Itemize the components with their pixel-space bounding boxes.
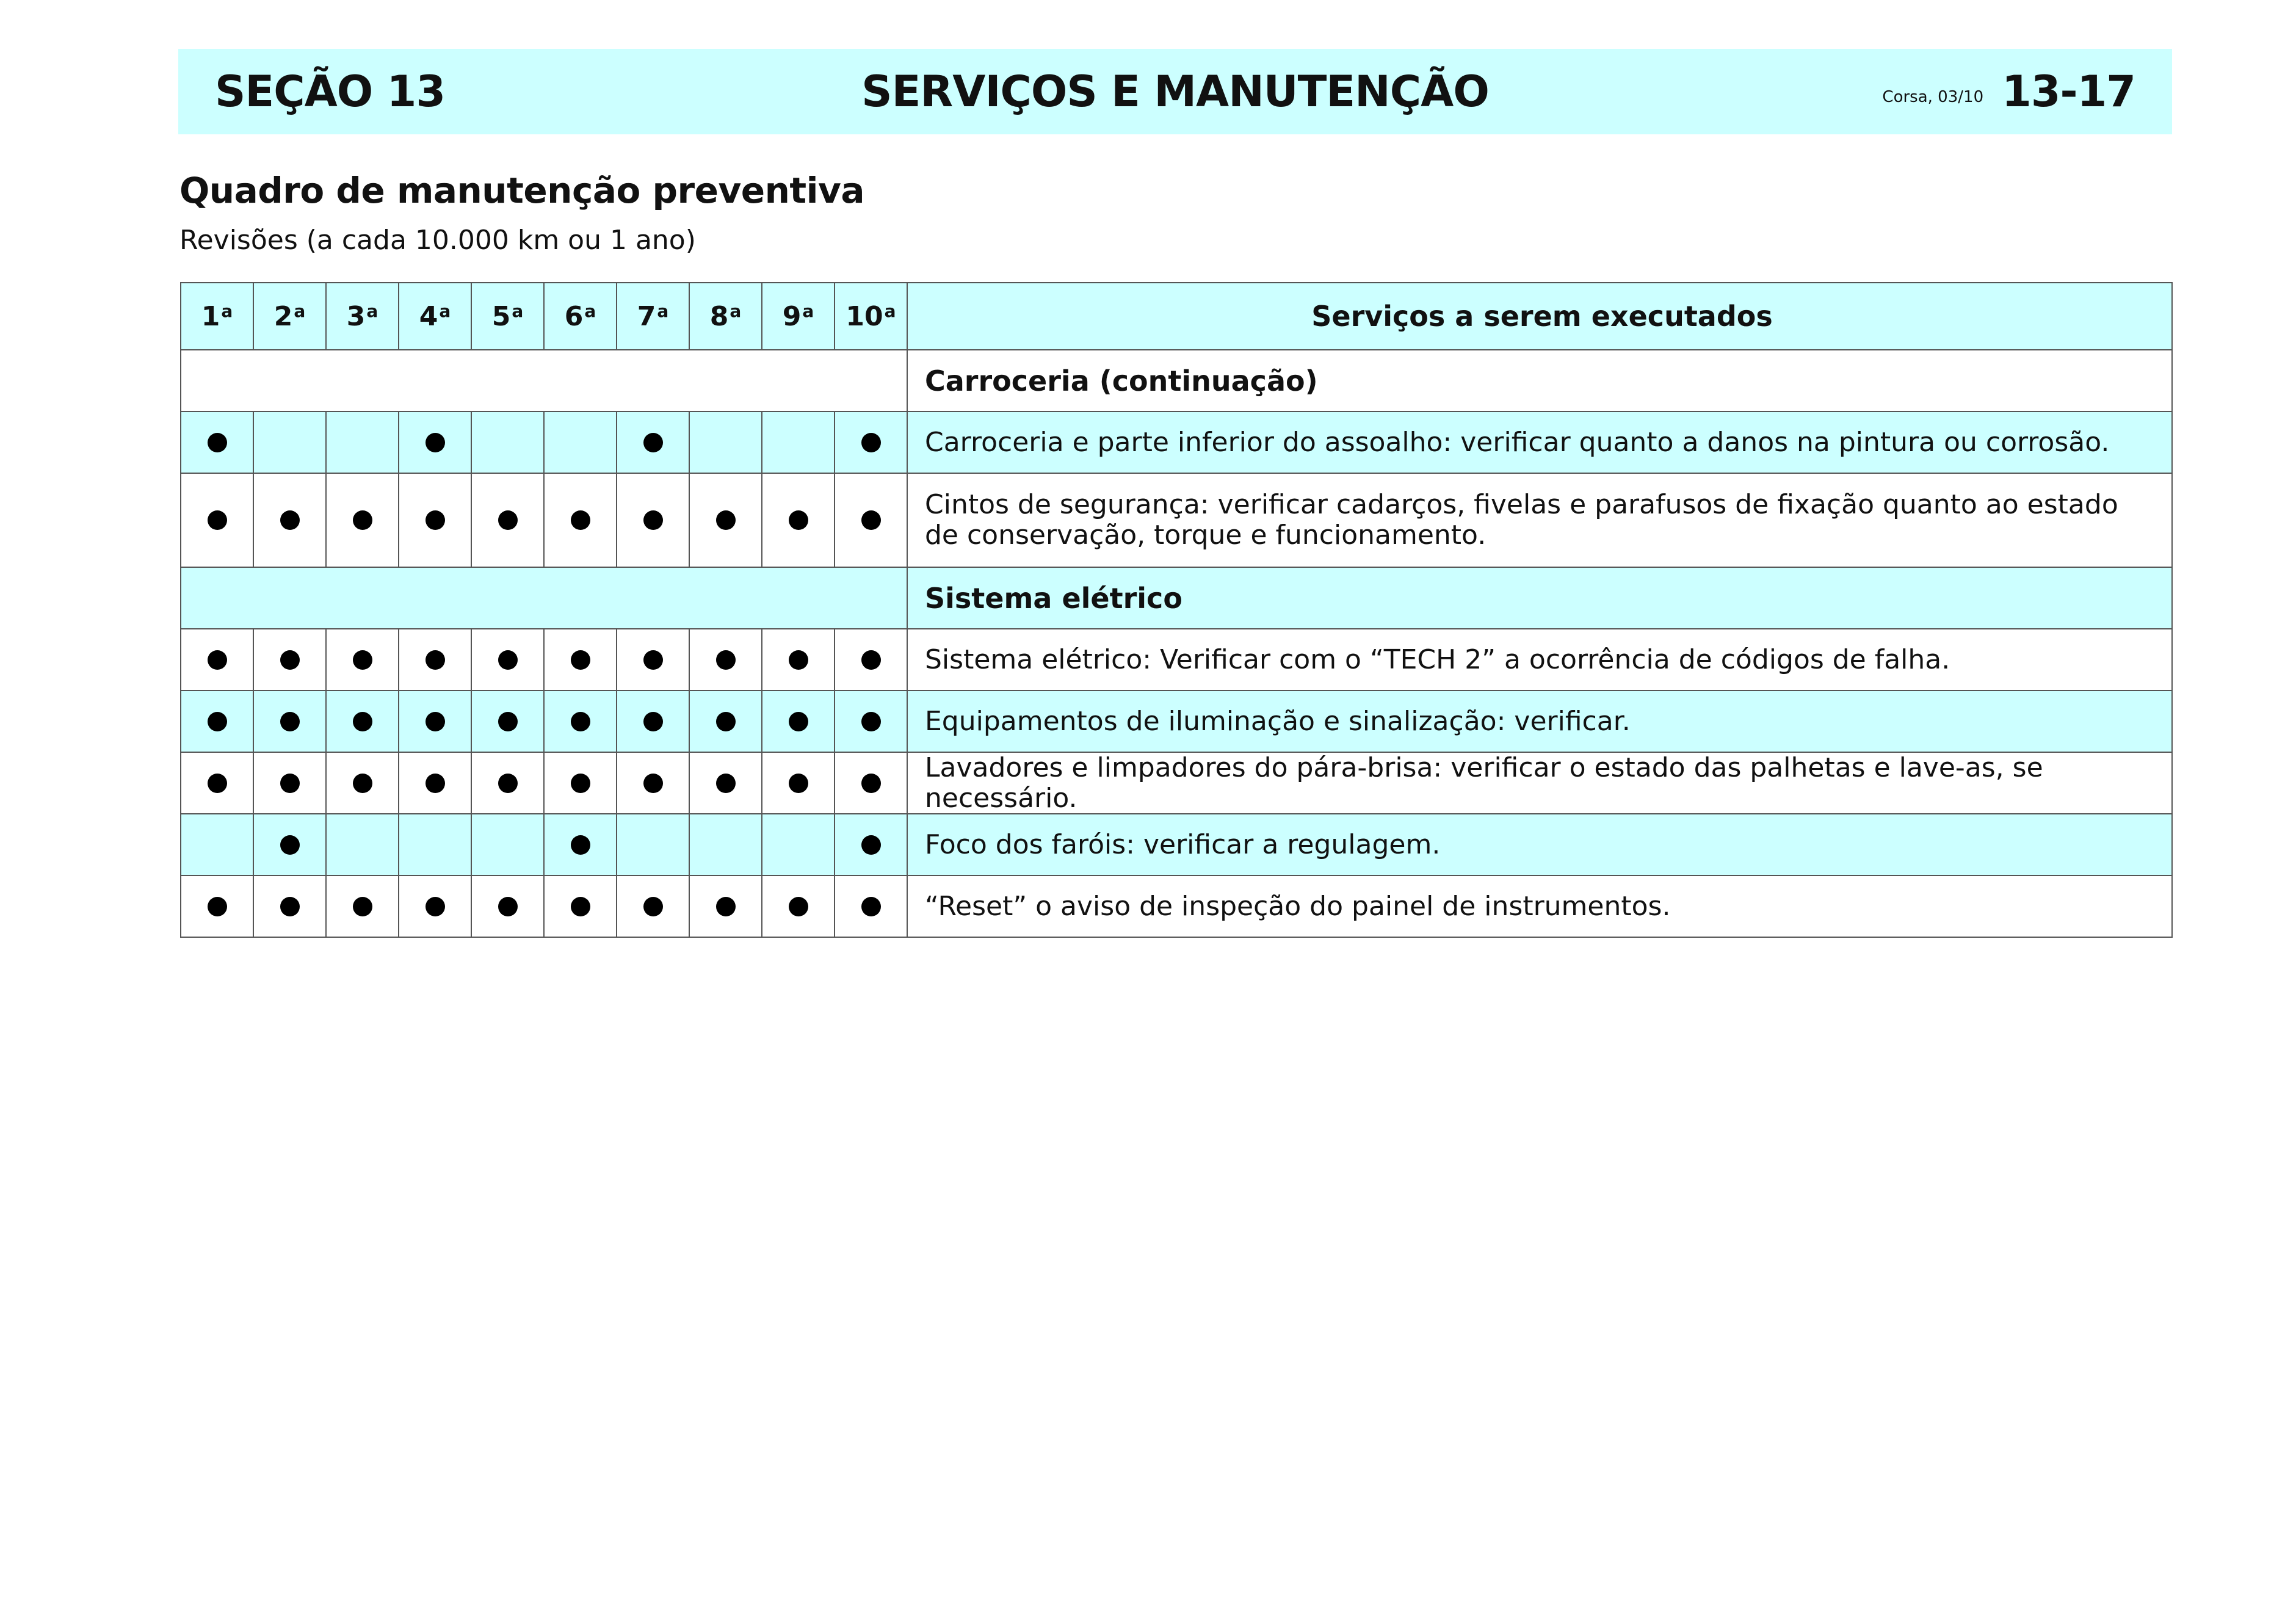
category-label: Sistema elétrico <box>925 581 1182 615</box>
service-description: Cintos de segurança: verificar cadarços, fivelas e parafusos de fixação quanto ao estado de conservação, torque e funcionamento. <box>925 489 2118 551</box>
revision-cell <box>617 753 690 814</box>
revision-ordinal: a <box>802 300 814 321</box>
revision-header-cell <box>545 283 617 350</box>
revision-cell <box>181 412 254 474</box>
revision-cell <box>545 814 617 876</box>
service-cell <box>908 629 2173 691</box>
bullet-dot-icon <box>789 712 808 731</box>
revision-header-cell <box>835 283 908 350</box>
revision-cell <box>254 412 327 474</box>
service-cell <box>908 814 2173 876</box>
revision-cell <box>835 474 908 568</box>
bullet-dot-icon <box>643 774 663 793</box>
service-cell <box>908 474 2173 568</box>
bullet-dot-icon <box>571 835 590 855</box>
section-header-bar <box>178 49 2172 134</box>
bullet-dot-icon <box>861 650 881 670</box>
page-subtitle: Revisões (a cada 10.000 km ou 1 ano) <box>179 225 696 256</box>
revision-cell <box>327 629 399 691</box>
revision-cell <box>181 753 254 814</box>
bullet-dot-icon <box>861 774 881 793</box>
table-row <box>181 474 2173 568</box>
revision-label <box>274 301 306 332</box>
revision-cell <box>181 814 254 876</box>
revision-label <box>565 301 596 332</box>
revision-header-cell <box>399 283 472 350</box>
category-empty-span <box>181 568 908 629</box>
revision-cell <box>762 412 835 474</box>
revision-cell <box>835 629 908 691</box>
service-cell <box>908 876 2173 938</box>
revision-cell <box>327 474 399 568</box>
service-description: Lavadores e limpadores do pára-brisa: verificar o estado das palhetas e lave-as, se necessário. <box>925 752 2043 814</box>
table-row <box>181 412 2173 474</box>
bullet-dot-icon <box>716 897 736 916</box>
bullet-dot-icon <box>861 712 881 731</box>
bullet-dot-icon <box>425 510 445 530</box>
bullet-dot-icon <box>861 897 881 916</box>
category-cell <box>908 568 2173 629</box>
bullet-dot-icon <box>425 897 445 916</box>
table-row <box>181 629 2173 691</box>
revision-cell <box>327 814 399 876</box>
model-edition: Corsa, 03/10 <box>1882 88 1984 106</box>
bullet-dot-icon <box>498 712 518 731</box>
category-row <box>181 568 2173 629</box>
revision-cell <box>617 691 690 753</box>
service-description: Carroceria e parte inferior do assoalho: verificar quanto a danos na pintura ou corrosão. <box>925 426 2110 458</box>
bullet-dot-icon <box>425 712 445 731</box>
revision-cell <box>472 814 545 876</box>
service-cell <box>908 753 2173 814</box>
maintenance-table <box>180 282 2173 938</box>
revision-cell <box>472 474 545 568</box>
revision-cell <box>690 474 762 568</box>
revision-cell <box>472 691 545 753</box>
revision-cell <box>181 474 254 568</box>
revision-ordinal: a <box>512 300 524 321</box>
bullet-dot-icon <box>280 835 300 855</box>
revision-cell <box>472 412 545 474</box>
services-header: Serviços a serem executados <box>1311 300 1773 333</box>
bullet-dot-icon <box>498 774 518 793</box>
revision-ordinal: a <box>221 300 233 321</box>
bullet-dot-icon <box>280 510 300 530</box>
bullet-dot-icon <box>571 712 590 731</box>
revision-cell <box>762 629 835 691</box>
service-description: “Reset” o aviso de inspeção do painel de instrumentos. <box>925 890 1671 922</box>
bullet-dot-icon <box>789 650 808 670</box>
revision-header-cell <box>327 283 399 350</box>
revision-number: 9 <box>782 300 802 332</box>
revision-cell <box>545 753 617 814</box>
revision-cell <box>472 876 545 938</box>
revision-number: 5 <box>491 300 511 332</box>
revision-cell <box>399 814 472 876</box>
bullet-dot-icon <box>716 712 736 731</box>
revision-label <box>492 301 524 332</box>
bullet-dot-icon <box>208 510 227 530</box>
revision-label <box>710 301 742 332</box>
revision-label <box>783 301 814 332</box>
revision-cell <box>254 876 327 938</box>
bullet-dot-icon <box>353 774 372 793</box>
revision-cell <box>690 753 762 814</box>
revision-cell <box>399 753 472 814</box>
revision-cell <box>399 691 472 753</box>
revision-cell <box>617 876 690 938</box>
bullet-dot-icon <box>498 510 518 530</box>
bullet-dot-icon <box>571 650 590 670</box>
revision-cell <box>399 412 472 474</box>
bullet-dot-icon <box>643 433 663 452</box>
page-number: 13-17 <box>2002 67 2135 117</box>
bullet-dot-icon <box>643 650 663 670</box>
revision-cell <box>545 629 617 691</box>
revision-cell <box>690 814 762 876</box>
revision-number: 3 <box>346 300 366 332</box>
revision-number: 1 <box>201 300 220 332</box>
revision-ordinal: a <box>439 300 451 321</box>
revision-cell <box>327 412 399 474</box>
revision-cell <box>835 814 908 876</box>
bullet-dot-icon <box>716 774 736 793</box>
revision-cell <box>181 876 254 938</box>
bullet-dot-icon <box>571 510 590 530</box>
bullet-dot-icon <box>208 712 227 731</box>
revision-cell <box>835 876 908 938</box>
bullet-dot-icon <box>861 835 881 855</box>
revision-label <box>419 301 451 332</box>
revision-cell <box>762 474 835 568</box>
revision-cell <box>835 753 908 814</box>
category-cell <box>908 350 2173 412</box>
revision-number: 7 <box>637 300 656 332</box>
revision-cell <box>181 629 254 691</box>
category-row <box>181 350 2173 412</box>
bullet-dot-icon <box>208 433 227 452</box>
bullet-dot-icon <box>425 650 445 670</box>
bullet-dot-icon <box>716 510 736 530</box>
table-row <box>181 753 2173 814</box>
revision-ordinal: a <box>294 300 306 321</box>
bullet-dot-icon <box>353 712 372 731</box>
revision-ordinal: a <box>657 300 669 321</box>
revision-cell <box>254 814 327 876</box>
revision-label <box>846 301 896 332</box>
revision-cell <box>762 753 835 814</box>
bullet-dot-icon <box>643 712 663 731</box>
revision-cell <box>254 753 327 814</box>
revision-label <box>201 301 233 332</box>
revision-cell <box>181 691 254 753</box>
revision-header-cell <box>472 283 545 350</box>
services-header-cell <box>908 283 2173 350</box>
bullet-dot-icon <box>280 712 300 731</box>
service-description: Foco dos faróis: verificar a regulagem. <box>925 828 1441 860</box>
section-number: SEÇÃO 13 <box>215 67 446 117</box>
table-header-row <box>181 283 2173 350</box>
service-cell <box>908 412 2173 474</box>
revision-ordinal: a <box>366 300 378 321</box>
page-info <box>1882 49 2135 134</box>
revision-header-cell <box>690 283 762 350</box>
bullet-dot-icon <box>425 433 445 452</box>
revision-cell <box>617 412 690 474</box>
service-description: Sistema elétrico: Verificar com o “TECH 2” a ocorrência de códigos de falha. <box>925 643 1950 675</box>
page-title: Quadro de manutenção preventiva <box>179 170 864 211</box>
revision-cell <box>762 691 835 753</box>
revision-cell <box>399 876 472 938</box>
revision-number: 10 <box>846 300 883 332</box>
bullet-dot-icon <box>861 433 881 452</box>
bullet-dot-icon <box>789 510 808 530</box>
revision-ordinal: a <box>730 300 742 321</box>
section-title: SERVIÇOS E MANUTENÇÃO <box>861 67 1489 117</box>
revision-cell <box>762 814 835 876</box>
bullet-dot-icon <box>716 650 736 670</box>
revision-number: 4 <box>419 300 438 332</box>
bullet-dot-icon <box>280 897 300 916</box>
revision-cell <box>617 629 690 691</box>
revision-header-cell <box>254 283 327 350</box>
bullet-dot-icon <box>208 650 227 670</box>
bullet-dot-icon <box>353 650 372 670</box>
bullet-dot-icon <box>353 510 372 530</box>
revision-cell <box>327 753 399 814</box>
revision-label <box>347 301 378 332</box>
revision-cell <box>472 629 545 691</box>
revision-number: 2 <box>273 300 293 332</box>
revision-ordinal: a <box>884 300 896 321</box>
category-label: Carroceria (continuação) <box>925 364 1318 397</box>
revision-cell <box>690 629 762 691</box>
bullet-dot-icon <box>643 510 663 530</box>
category-empty-span <box>181 350 908 412</box>
revision-cell <box>399 629 472 691</box>
revision-header-cell <box>617 283 690 350</box>
bullet-dot-icon <box>280 650 300 670</box>
bullet-dot-icon <box>643 897 663 916</box>
revision-cell <box>472 753 545 814</box>
revision-cell <box>545 876 617 938</box>
revision-cell <box>254 474 327 568</box>
revision-cell <box>762 876 835 938</box>
bullet-dot-icon <box>498 650 518 670</box>
bullet-dot-icon <box>498 897 518 916</box>
revision-cell <box>399 474 472 568</box>
revision-cell <box>545 691 617 753</box>
revision-cell <box>327 876 399 938</box>
revision-cell <box>690 412 762 474</box>
bullet-dot-icon <box>789 774 808 793</box>
revision-ordinal: a <box>584 300 596 321</box>
service-cell <box>908 691 2173 753</box>
revision-cell <box>835 412 908 474</box>
revision-number: 8 <box>709 300 729 332</box>
revision-header-cell <box>762 283 835 350</box>
revision-cell <box>545 412 617 474</box>
bullet-dot-icon <box>861 510 881 530</box>
revision-number: 6 <box>564 300 584 332</box>
table-row <box>181 814 2173 876</box>
revision-cell <box>617 474 690 568</box>
revision-cell <box>690 691 762 753</box>
table-row <box>181 876 2173 938</box>
revision-cell <box>617 814 690 876</box>
bullet-dot-icon <box>353 897 372 916</box>
revision-cell <box>327 691 399 753</box>
table-row <box>181 691 2173 753</box>
bullet-dot-icon <box>280 774 300 793</box>
revision-cell <box>254 629 327 691</box>
revision-cell <box>690 876 762 938</box>
bullet-dot-icon <box>789 897 808 916</box>
bullet-dot-icon <box>208 774 227 793</box>
revision-label <box>637 301 669 332</box>
revision-cell <box>835 691 908 753</box>
bullet-dot-icon <box>571 774 590 793</box>
bullet-dot-icon <box>208 897 227 916</box>
bullet-dot-icon <box>571 897 590 916</box>
service-description: Equipamentos de iluminação e sinalização: verificar. <box>925 705 1631 737</box>
bullet-dot-icon <box>425 774 445 793</box>
revision-cell <box>545 474 617 568</box>
revision-cell <box>254 691 327 753</box>
revision-header-cell <box>181 283 254 350</box>
